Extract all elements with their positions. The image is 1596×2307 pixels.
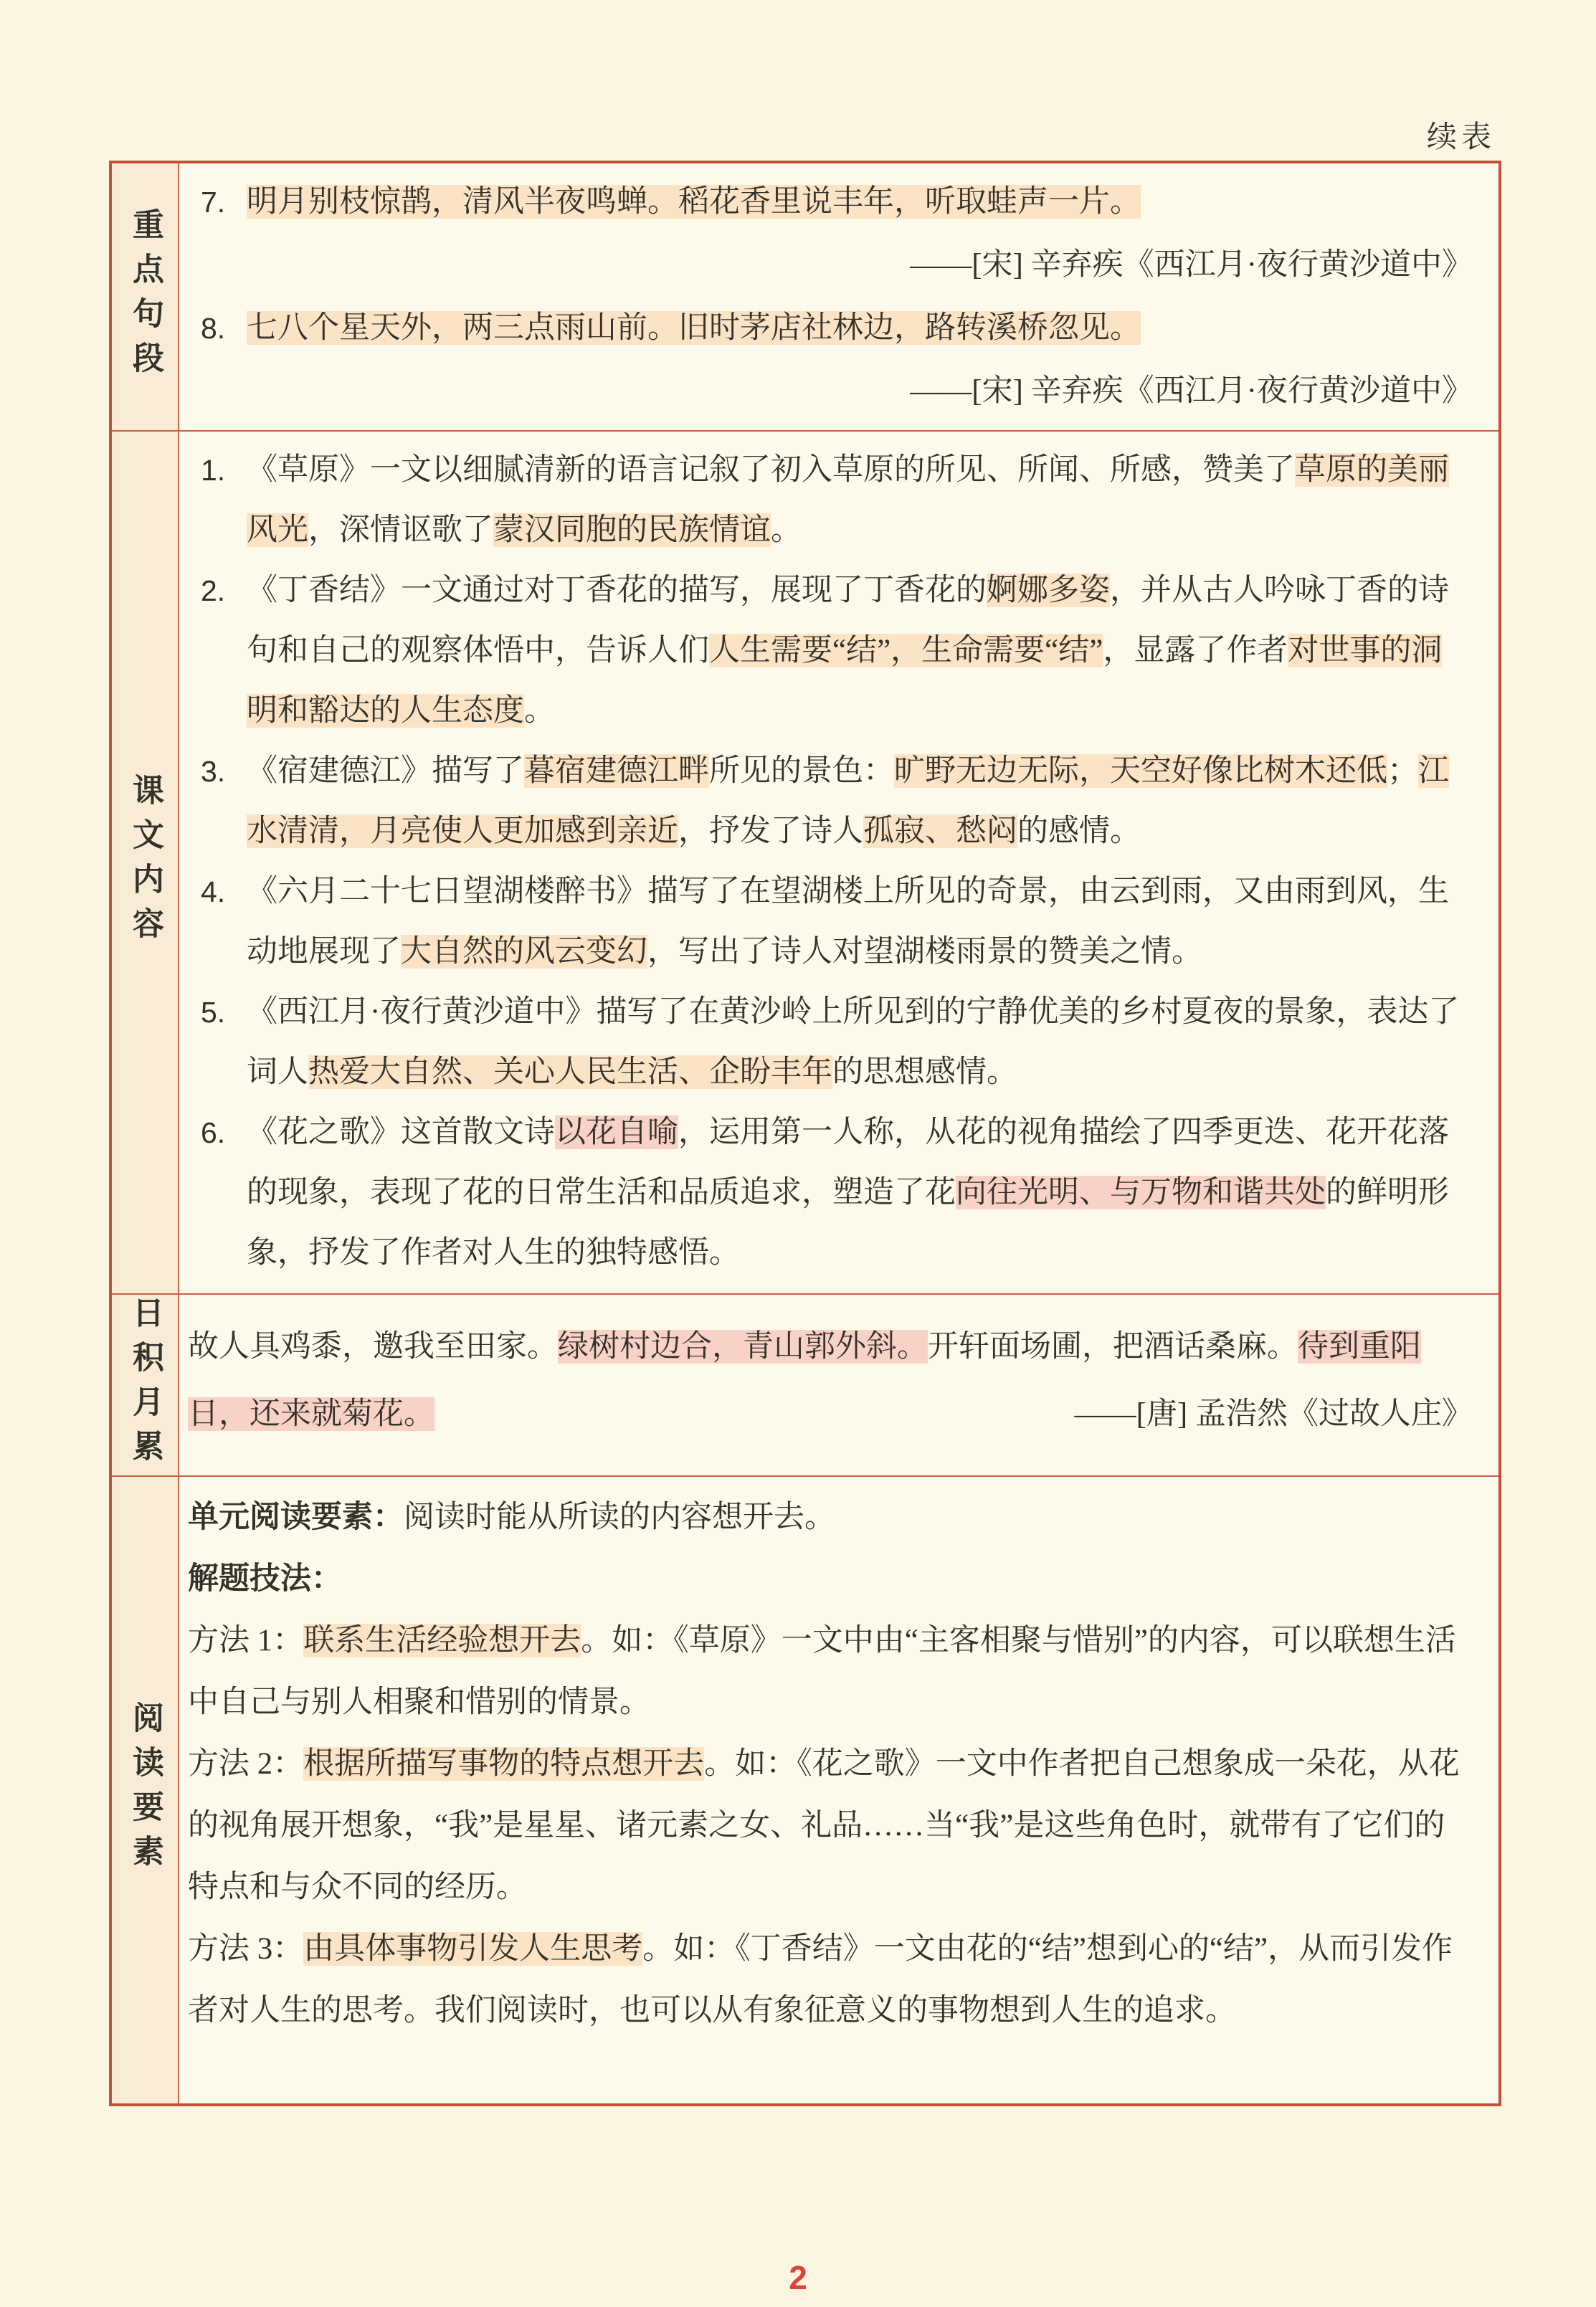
numbered-item [201,297,1473,423]
numbered-item [201,440,1473,561]
section-row-key-sentences [112,163,1498,432]
item-number: 7. [201,186,226,219]
attribution: ——[宋] 辛弃疾《西江月·夜行黄沙道中》 [910,248,1473,282]
section-row-text-content [112,432,1498,1295]
section-content [179,163,1498,430]
numbered-item [201,1103,1473,1283]
section-label: 重点句段 [128,208,163,386]
item-number: 2. [201,574,226,607]
item-number: 1. [201,454,226,487]
section-content [179,1295,1498,1475]
section-label: 课文内容 [128,774,163,951]
numbered-item [201,171,1473,297]
section-content [179,1477,1498,2103]
item-number: 4. [201,875,226,908]
item-text: 《宿建德江》描写了暮宿建德江畔所见的景色：旷野无边无际，天空好像比树木还低；江水清清，月亮使人更加感到亲近，抒发了诗人孤寂、愁闷的感情。 [247,754,1449,848]
item-text: 《西江月·夜行黄沙道中》描写了在黄沙岭上所见到的宁静优美的乡村夏夜的景象，表达了词人热爱大自然、关心人民生活、企盼丰年的思想感情。 [247,995,1460,1089]
attribution: ——[宋] 辛弃疾《西江月·夜行黄沙道中》 [910,374,1473,408]
section-content [179,432,1498,1293]
section-label-cell [112,1295,179,1475]
item-text: 明月别枝惊鹊，清风半夜鸣蝉。稻花香里说丰年，听取蛙声一片。 [247,185,1141,219]
numbered-item [201,862,1473,982]
item-text: 《花之歌》这首散文诗以花自喻，运用第一人称，从花的视角描绘了四季更迭、花开花落的现象，表现了花的日常生活和品质追求，塑造了花向往光明、与万物和谐共处的鲜明形象，抒发了作者对人生的独特感悟。 [247,1116,1449,1270]
page-number: 2 [789,2259,807,2296]
numbered-item [201,741,1473,862]
section-row-daily-accumulation [112,1295,1498,1477]
section-label: 日积月累 [128,1296,163,1474]
item-number: 8. [201,312,226,345]
poem-lines: 故人具鸡黍，邀我至田家。绿树村边合，青山郭外斜。开轩面场圃，把酒话桑麻。待到重阳日，还来就菊花。 [188,1330,1421,1431]
item-number: 6. [201,1116,226,1149]
paragraph: 方法 3：由具体事物引发人生思考。如：《丁香结》一文由花的“结”想到心的“结”，从而引发作者对人生的思考。我们阅读时，也可以从有象征意义的事物想到人生的追求。 [188,1932,1453,2027]
item-text: 《六月二十七日望湖楼醉书》描写了在望湖楼上所见的奇景，由云到雨，又由雨到风，生动地展现了大自然的风云变幻，写出了诗人对望湖楼雨景的赞美之情。 [247,875,1449,969]
paragraph: 方法 2：根据所描写事物的特点想开去。如：《花之歌》一文中作者把自己想象成一朵花，从花的视角展开想象，“我”是星星、诸元素之女、礼品……当“我”是这些角色时，就带有了它们的特点和与众不同的经历。 [188,1747,1460,1904]
section-label-cell [112,163,179,430]
paragraph: 单元阅读要素：阅读时能从所读的内容想开去。 [188,1500,835,1534]
paragraph: 方法 1：联系生活经验想开去。如：《草原》一文中由“主客相聚与惜别”的内容，可以联想生活中自己与别人相聚和惜别的情景。 [188,1624,1456,1719]
poem-text [188,1313,1473,1448]
numbered-item [201,561,1473,741]
summary-table [109,161,1501,2106]
item-number: 5. [201,996,226,1029]
section-label: 阅读要素 [128,1701,163,1879]
item-text: 七八个星天外，两三点雨山前。旧时茅店社林边，路转溪桥忽见。 [247,311,1141,345]
item-number: 3. [201,755,226,788]
item-text: 《草原》一文以细腻清新的语言记叙了初入草原的所见、所闻、所感，赞美了草原的美丽风光，深情讴歌了蒙汉同胞的民族情谊。 [247,453,1449,547]
paragraph: 解题技法： [188,1562,342,1596]
continued-table-label: 续表 [1426,121,1496,154]
section-label-cell [112,1477,179,2103]
section-row-reading-elements [112,1477,1498,2103]
item-text: 《丁香结》一文通过对丁香花的描写，展现了丁香花的婀娜多姿，并从古人吟咏丁香的诗句和自己的观察体悟中，告诉人们人生需要“结”，生命需要“结”，显露了作者对世事的洞明和豁达的人生态度。 [247,574,1449,728]
numbered-item [201,982,1473,1103]
attribution: ——[唐] 孟浩然《过故人庄》 [1074,1397,1473,1431]
section-label-cell [112,432,179,1293]
